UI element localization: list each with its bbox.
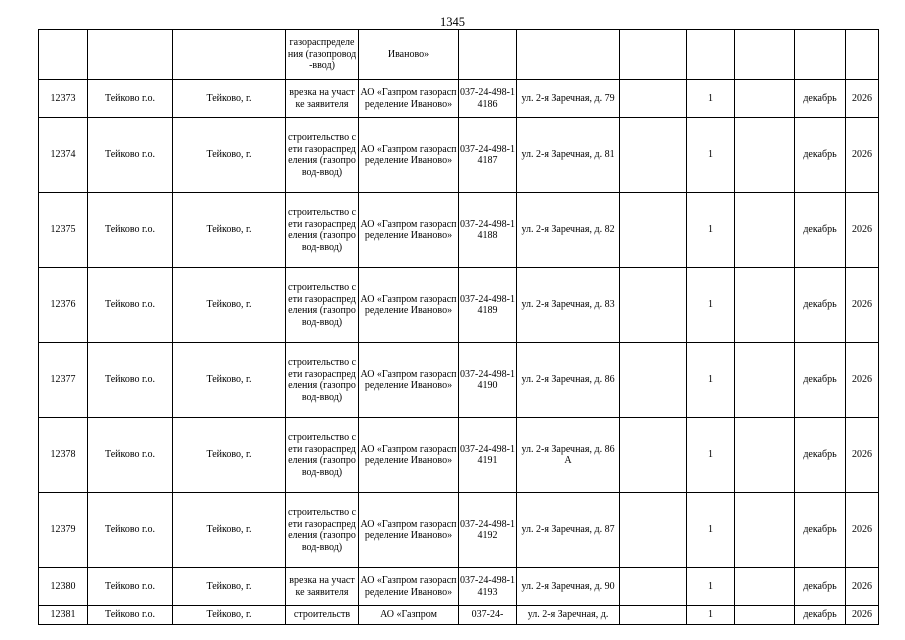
cell-year (846, 30, 879, 80)
cell-empty-1 (620, 493, 687, 568)
cell-empty-1 (620, 118, 687, 193)
cell-empty-2 (735, 193, 795, 268)
cell-id: 12374 (39, 118, 88, 193)
cell-organization: АО «Газпром газораспределение Иваново» (359, 343, 459, 418)
cell-year: 2026 (846, 493, 879, 568)
table-row (39, 418, 879, 493)
cell-work-type: врезка на участке заявителя (286, 568, 359, 606)
cell-address: ул. 2-я Заречная, д. 90 (517, 568, 620, 606)
cell-address: ул. 2-я Заречная, д. 81 (517, 118, 620, 193)
cell-id: 12378 (39, 418, 88, 493)
cell-empty-2 (735, 568, 795, 606)
cell-locality: Тейково, г. (173, 493, 286, 568)
cell-code: 037-24-498-14188 (459, 193, 517, 268)
cell-address: ул. 2-я Заречная, д. (517, 606, 620, 625)
cell-district: Тейково г.о. (88, 606, 173, 625)
cell-quantity: 1 (687, 343, 735, 418)
cell-empty-2 (735, 118, 795, 193)
cell-quantity: 1 (687, 80, 735, 118)
table-row (39, 118, 879, 193)
cell-empty-1 (620, 268, 687, 343)
cell-quantity: 1 (687, 606, 735, 625)
cell-year: 2026 (846, 568, 879, 606)
table-row (39, 493, 879, 568)
cell-locality: Тейково, г. (173, 118, 286, 193)
cell-work-type: строительство сети газораспределения (газопровод-ввод) (286, 118, 359, 193)
table-row (39, 606, 879, 625)
cell-quantity: 1 (687, 493, 735, 568)
cell-locality: Тейково, г. (173, 193, 286, 268)
cell-locality (173, 30, 286, 80)
cell-month (795, 30, 846, 80)
cell-work-type: строительство сети газораспределения (газопровод-ввод) (286, 493, 359, 568)
cell-locality: Тейково, г. (173, 606, 286, 625)
cell-district: Тейково г.о. (88, 80, 173, 118)
cell-address: ул. 2-я Заречная, д. 87 (517, 493, 620, 568)
cell-work-type: строительство сети газораспределения (газопровод-ввод) (286, 418, 359, 493)
cell-code: 037-24-498-14191 (459, 418, 517, 493)
cell-organization: АО «Газпром газораспределение Иваново» (359, 80, 459, 118)
cell-locality: Тейково, г. (173, 568, 286, 606)
cell-work-type: строительств (286, 606, 359, 625)
cell-work-type: строительство сети газораспределения (газопровод-ввод) (286, 193, 359, 268)
cell-id: 12376 (39, 268, 88, 343)
cell-work-type: строительство сети газораспределения (газопровод-ввод) (286, 268, 359, 343)
cell-year: 2026 (846, 268, 879, 343)
cell-id: 12381 (39, 606, 88, 625)
cell-quantity (687, 30, 735, 80)
cell-district: Тейково г.о. (88, 493, 173, 568)
cell-organization: Иваново» (359, 30, 459, 80)
cell-quantity: 1 (687, 193, 735, 268)
cell-code: 037-24-498-14192 (459, 493, 517, 568)
cell-district (88, 30, 173, 80)
cell-year: 2026 (846, 606, 879, 625)
cell-empty-1 (620, 80, 687, 118)
cell-address: ул. 2-я Заречная, д. 86 А (517, 418, 620, 493)
cell-empty-1 (620, 30, 687, 80)
cell-code (459, 30, 517, 80)
cell-locality: Тейково, г. (173, 343, 286, 418)
cell-work-type: газораспределения (газопровод-ввод) (286, 30, 359, 80)
cell-year: 2026 (846, 343, 879, 418)
cell-month: декабрь (795, 343, 846, 418)
cell-organization: АО «Газпром газораспределение Иваново» (359, 418, 459, 493)
cell-empty-1 (620, 418, 687, 493)
cell-id: 12377 (39, 343, 88, 418)
cell-district: Тейково г.о. (88, 118, 173, 193)
cell-organization: АО «Газпром газораспределение Иваново» (359, 268, 459, 343)
cell-id: 12379 (39, 493, 88, 568)
cell-month: декабрь (795, 268, 846, 343)
table-row (39, 268, 879, 343)
cell-work-type: врезка на участке заявителя (286, 80, 359, 118)
cell-year: 2026 (846, 418, 879, 493)
cell-code: 037-24-498-14193 (459, 568, 517, 606)
cell-address: ул. 2-я Заречная, д. 86 (517, 343, 620, 418)
cell-quantity: 1 (687, 268, 735, 343)
registry-table (38, 29, 879, 625)
cell-empty-2 (735, 606, 795, 625)
cell-locality: Тейково, г. (173, 418, 286, 493)
cell-month: декабрь (795, 493, 846, 568)
cell-id: 12375 (39, 193, 88, 268)
page-number: 1345 (440, 15, 465, 29)
cell-quantity: 1 (687, 568, 735, 606)
cell-month: декабрь (795, 568, 846, 606)
cell-district: Тейково г.о. (88, 418, 173, 493)
cell-id (39, 30, 88, 80)
cell-code: 037-24-498-14186 (459, 80, 517, 118)
cell-empty-2 (735, 343, 795, 418)
table-row (39, 193, 879, 268)
cell-district: Тейково г.о. (88, 343, 173, 418)
cell-month: декабрь (795, 118, 846, 193)
cell-empty-1 (620, 193, 687, 268)
cell-id: 12380 (39, 568, 88, 606)
cell-year: 2026 (846, 80, 879, 118)
cell-address: ул. 2-я Заречная, д. 83 (517, 268, 620, 343)
cell-empty-2 (735, 418, 795, 493)
cell-district: Тейково г.о. (88, 193, 173, 268)
cell-organization: АО «Газпром газораспределение Иваново» (359, 193, 459, 268)
cell-locality: Тейково, г. (173, 80, 286, 118)
cell-year: 2026 (846, 118, 879, 193)
cell-empty-2 (735, 268, 795, 343)
table-row (39, 343, 879, 418)
cell-address (517, 30, 620, 80)
cell-code: 037-24- (459, 606, 517, 625)
cell-empty-1 (620, 568, 687, 606)
table-row (39, 568, 879, 606)
cell-year: 2026 (846, 193, 879, 268)
cell-empty-1 (620, 606, 687, 625)
cell-empty-2 (735, 80, 795, 118)
cell-code: 037-24-498-14189 (459, 268, 517, 343)
cell-month: декабрь (795, 606, 846, 625)
cell-quantity: 1 (687, 118, 735, 193)
cell-organization: АО «Газпром (359, 606, 459, 625)
table-row (39, 80, 879, 118)
cell-month: декабрь (795, 80, 846, 118)
cell-organization: АО «Газпром газораспределение Иваново» (359, 118, 459, 193)
cell-code: 037-24-498-14187 (459, 118, 517, 193)
cell-empty-2 (735, 30, 795, 80)
cell-district: Тейково г.о. (88, 568, 173, 606)
cell-district: Тейково г.о. (88, 268, 173, 343)
cell-organization: АО «Газпром газораспределение Иваново» (359, 493, 459, 568)
cell-address: ул. 2-я Заречная, д. 79 (517, 80, 620, 118)
table-row-continuation (39, 30, 879, 80)
cell-quantity: 1 (687, 418, 735, 493)
cell-locality: Тейково, г. (173, 268, 286, 343)
cell-empty-2 (735, 493, 795, 568)
cell-id: 12373 (39, 80, 88, 118)
cell-month: декабрь (795, 193, 846, 268)
cell-organization: АО «Газпром газораспределение Иваново» (359, 568, 459, 606)
cell-month: декабрь (795, 418, 846, 493)
cell-empty-1 (620, 343, 687, 418)
cell-work-type: строительство сети газораспределения (газопровод-ввод) (286, 343, 359, 418)
cell-code: 037-24-498-14190 (459, 343, 517, 418)
cell-address: ул. 2-я Заречная, д. 82 (517, 193, 620, 268)
